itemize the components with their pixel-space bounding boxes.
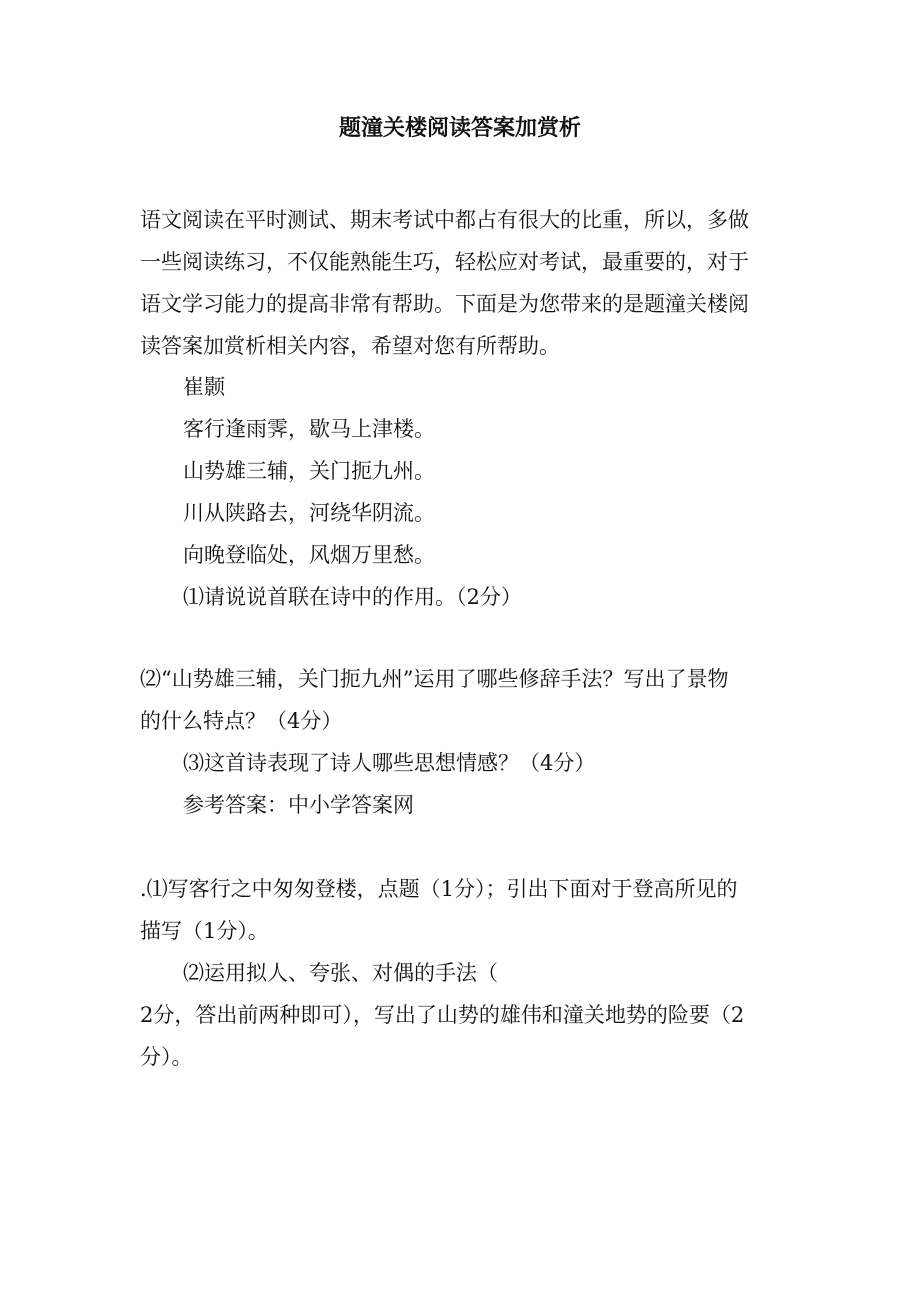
answer-2-line: 2分，答出前两种即可），写出了山势的雄伟和潼关地势的险要（2 — [140, 1003, 745, 1027]
intro-line: 读答案加赏析相关内容，希望对您有所帮助。 — [140, 334, 560, 358]
question-3: ⑶这首诗表现了诗人哪些思想情感？（4分） — [183, 751, 596, 775]
poem-line: 向晚登临处，风烟万里愁。 — [183, 543, 435, 567]
question-3-block — [183, 742, 783, 826]
question-2-line: ⑵“山势雄三辅，关门扼九州”运用了哪些修辞手法？写出了景物 — [140, 667, 729, 691]
answer-1-line: .⑴写客行之中匆匆登楼，点题（1分）；引出下面对于登高所见的 — [140, 877, 738, 901]
answer-label: 参考答案：中小学答案网 — [183, 793, 414, 817]
page-title: 题潼关楼阅读答案加赏析 — [338, 115, 581, 141]
intro-line: 语文学习能力的提高非常有帮助。下面是为您带来的是题潼关楼阅 — [140, 292, 749, 316]
poem-line: 客行逢雨霁，歇马上津楼。 — [183, 417, 435, 441]
intro-line: 一些阅读练习，不仅能熟能生巧，轻松应对考试，最重要的，对于 — [140, 250, 749, 274]
intro-paragraph — [140, 199, 780, 367]
poem-line: 川从陕路去，河绕华阴流。 — [183, 501, 435, 525]
poem-line: 山势雄三辅，关门扼九州。 — [183, 459, 435, 483]
answer-2-rest — [140, 994, 780, 1078]
question-1: ⑴请说说首联在诗中的作用。（2分） — [183, 585, 522, 609]
question-2 — [140, 658, 780, 742]
answer-1-line: 描写（1分）。 — [140, 919, 269, 943]
poem-block — [183, 366, 783, 618]
poem-author: 崔颢 — [183, 375, 225, 399]
intro-line: 语文阅读在平时测试、期末考试中都占有很大的比重，所以，多做 — [140, 208, 749, 232]
answer-1 — [140, 868, 780, 952]
question-2-line: 的什么特点？（4分） — [140, 709, 343, 733]
answer-2-first: ⑵运用拟人、夸张、对偶的手法（ — [183, 961, 498, 985]
answer-2-line: 分）。 — [140, 1045, 193, 1069]
